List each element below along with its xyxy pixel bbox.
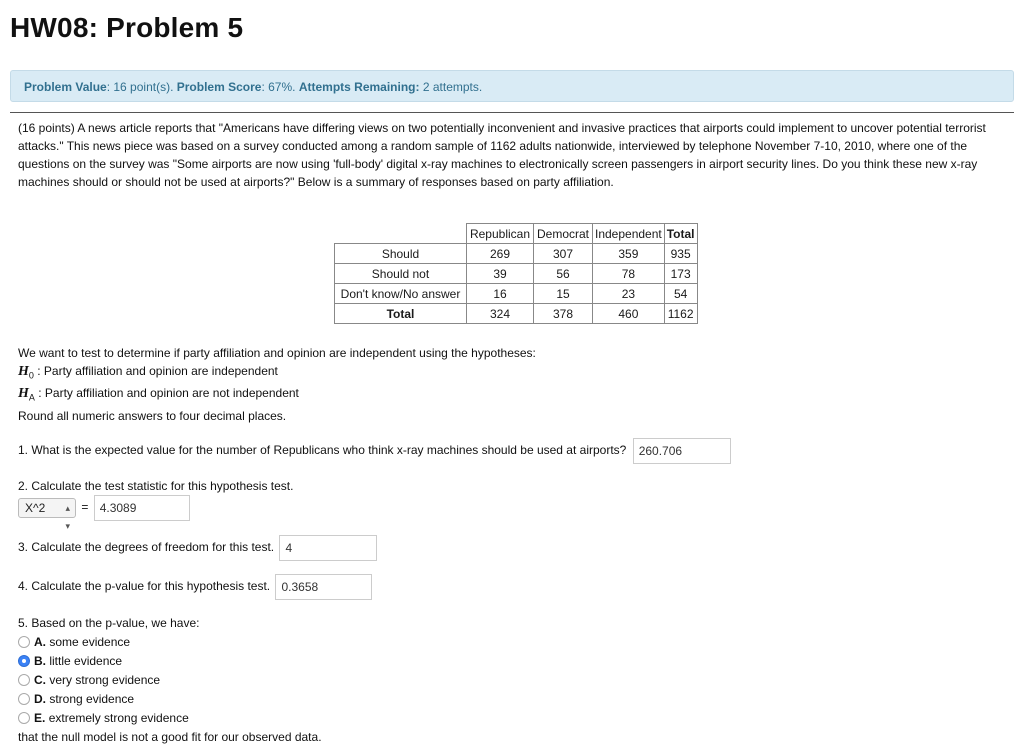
hypotheses-block	[18, 344, 536, 407]
ha-text: : Party affiliation and opinion are not independent	[38, 386, 299, 401]
question-5-footer: that the null model is not a good fit for our observed data.	[18, 730, 322, 744]
radio-b-selected[interactable]	[18, 655, 30, 667]
round-note: Round all numeric answers to four decimal places.	[18, 409, 287, 423]
col-header: Democrat	[534, 224, 593, 244]
option-letter: A.	[34, 635, 46, 649]
question-4	[18, 574, 372, 600]
divider	[10, 112, 1014, 113]
table-cell: 324	[467, 304, 534, 324]
h0-subscript: 0	[28, 370, 34, 381]
table-cell: 39	[467, 264, 534, 284]
table-cell: 269	[467, 244, 534, 264]
question-1-text: 1. What is the expected value for the number of Republicans who think x-ray machines should be used at airports?	[18, 443, 627, 458]
option-letter: B.	[34, 654, 46, 668]
option-text: very strong evidence	[49, 673, 161, 687]
table-cell: 378	[534, 304, 593, 324]
problem-value-text: : 16 point(s).	[106, 80, 174, 94]
problem-info-bar	[10, 70, 1014, 102]
alt-hypothesis	[18, 384, 536, 406]
option-letter: C.	[34, 673, 46, 687]
select-arrows-icon: ▴ ▾	[65, 503, 70, 531]
option-text: some evidence	[49, 635, 131, 649]
q2-answer-input[interactable]: 4.3089	[94, 495, 190, 521]
ha-symbol: H	[18, 386, 29, 402]
option-b[interactable]	[18, 652, 322, 671]
option-c[interactable]	[18, 671, 322, 690]
radio-e[interactable]	[18, 712, 30, 724]
table-row	[335, 264, 698, 284]
table-cell: 16	[467, 284, 534, 304]
table-row	[335, 284, 698, 304]
table-cell: 1162	[664, 304, 697, 324]
q4-answer-input[interactable]: 0.3658	[275, 574, 372, 600]
h0-text: : Party affiliation and opinion are independent	[37, 364, 278, 378]
equals-sign: =	[81, 500, 89, 515]
question-4-text: 4. Calculate the p-value for this hypothesis test.	[18, 579, 271, 594]
page-title: HW08: Problem 5	[10, 12, 244, 43]
radio-c[interactable]	[18, 674, 30, 686]
table-cell: 54	[664, 284, 697, 304]
table-header-row	[335, 224, 698, 244]
question-2	[18, 479, 294, 531]
option-text: strong evidence	[49, 692, 135, 706]
h0-symbol: H	[18, 364, 29, 379]
option-text: extremely strong evidence	[48, 711, 189, 725]
row-label: Should not	[335, 264, 467, 284]
col-header: Independent	[593, 224, 665, 244]
table-cell: 173	[664, 264, 697, 284]
attempts-remaining-label: Attempts Remaining:	[298, 80, 420, 94]
question-1	[18, 438, 731, 464]
option-e[interactable]	[18, 709, 322, 728]
option-d[interactable]	[18, 690, 322, 709]
option-letter: D.	[34, 692, 46, 706]
col-header-total: Total	[664, 224, 697, 244]
hypotheses-intro: We want to test to determine if party affiliation and opinion are independent using the hypotheses:	[18, 346, 536, 360]
statistic-select-value: X^2	[25, 501, 46, 515]
table-row	[335, 244, 698, 264]
option-text: little evidence	[49, 654, 123, 668]
table-cell: 56	[534, 264, 593, 284]
question-5	[18, 614, 322, 747]
col-header: Republican	[467, 224, 534, 244]
statistic-select[interactable]	[18, 498, 76, 531]
problem-score-text: : 67%.	[261, 80, 296, 94]
question-5-text: 5. Based on the p-value, we have:	[18, 616, 200, 630]
question-2-text: 2. Calculate the test statistic for this hypothesis test.	[18, 479, 294, 493]
radio-d[interactable]	[18, 693, 30, 705]
table-cell: 460	[593, 304, 665, 324]
q1-answer-input[interactable]: 260.706	[633, 438, 731, 464]
question-3	[18, 535, 377, 561]
problem-value-label: Problem Value	[24, 80, 107, 94]
attempts-remaining-text: 2 attempts.	[422, 80, 483, 94]
table-cell: 307	[534, 244, 593, 264]
table-corner	[335, 224, 467, 244]
table-cell: 935	[664, 244, 697, 264]
table-row-total	[335, 304, 698, 324]
problem-score-label: Problem Score	[176, 80, 262, 94]
survey-table	[334, 223, 698, 324]
table-cell: 23	[593, 284, 665, 304]
table-cell: 359	[593, 244, 665, 264]
row-label-total: Total	[335, 304, 467, 324]
ha-subscript: A	[28, 392, 35, 403]
table-cell: 78	[593, 264, 665, 284]
option-a[interactable]	[18, 633, 322, 652]
option-letter: E.	[34, 711, 46, 725]
table-cell: 15	[534, 284, 593, 304]
radio-a[interactable]	[18, 636, 30, 648]
row-label: Don't know/No answer	[335, 284, 467, 304]
problem-statement: (16 points) A news article reports that "Americans have differing views on two potentially inconvenient and invasive practices that airports could implement to uncover potential terrorist attacks." This news piece was based on a survey conducted among a random sample of 1162 adults nationwide, interviewed by telephone November 7-10, 2010, where one of the questions on the survey was "Some airports are now using 'full-body' digital x-ray machines to electronically screen passengers in airport security lines. Do you think these new x-ray machines should or should not be used at airports?" Below is a summary of responses based on party affiliation.	[18, 121, 986, 189]
q3-answer-input[interactable]: 4	[279, 535, 377, 561]
null-hypothesis	[18, 362, 536, 384]
row-label: Should	[335, 244, 467, 264]
question-3-text: 3. Calculate the degrees of freedom for this test.	[18, 540, 275, 555]
